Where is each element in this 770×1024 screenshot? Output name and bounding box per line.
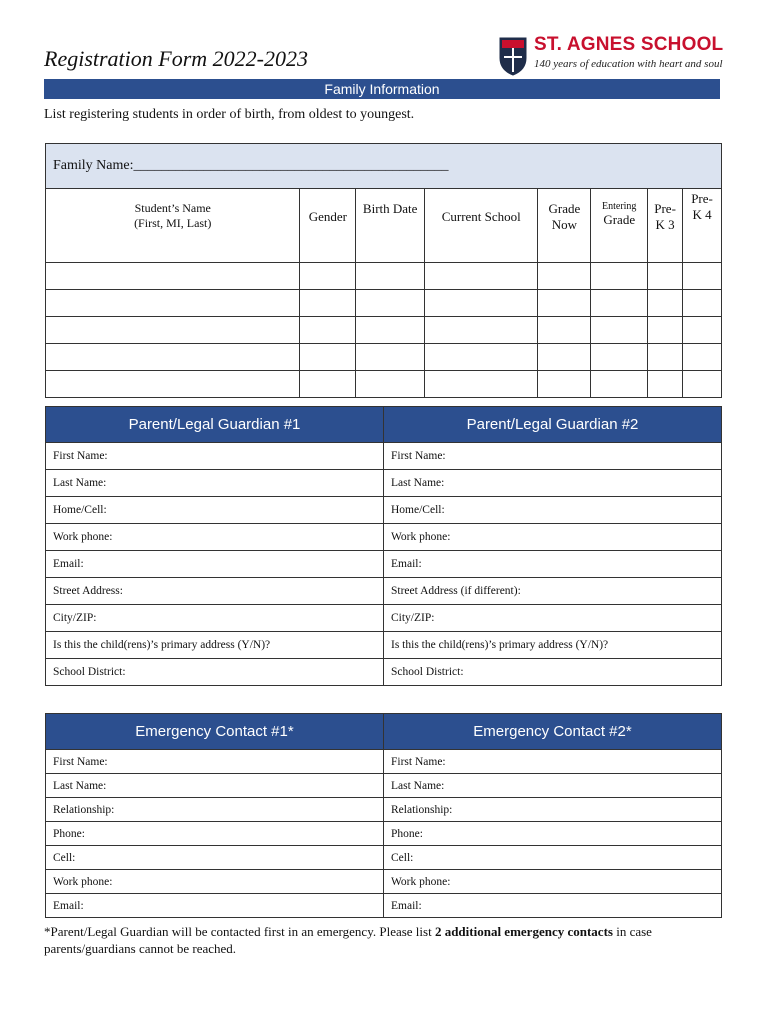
table-row <box>46 605 722 632</box>
footer-note: *Parent/Legal Guardian will be contacted first in an emergency. Please list 2 additional emergency contacts in case parents/guardians cannot be reached. <box>44 924 652 956</box>
e1-first-name[interactable]: First Name: <box>46 750 384 774</box>
table-row <box>46 443 722 470</box>
e2-phone[interactable]: Phone: <box>384 822 722 846</box>
g1-street[interactable]: Street Address: <box>46 578 384 605</box>
table-row <box>46 822 722 846</box>
e1-relationship[interactable]: Relationship: <box>46 798 384 822</box>
g2-city-zip[interactable]: City/ZIP: <box>384 605 722 632</box>
table-row <box>46 798 722 822</box>
g1-home-cell[interactable]: Home/Cell: <box>46 497 384 524</box>
e1-last-name[interactable]: Last Name: <box>46 774 384 798</box>
col-entering-grade: Entering Grade <box>591 189 648 263</box>
table-row <box>46 470 722 497</box>
table-row <box>46 659 722 686</box>
g2-school-district[interactable]: School District: <box>384 659 722 686</box>
g1-primary-address[interactable]: Is this the child(rens)’s primary address (Y/N)? <box>46 632 384 659</box>
col-grade-now: Grade Now <box>538 189 591 263</box>
e1-cell[interactable]: Cell: <box>46 846 384 870</box>
emergency-2-header: Emergency Contact #2* <box>384 714 722 750</box>
g2-home-cell[interactable]: Home/Cell: <box>384 497 722 524</box>
e1-phone[interactable]: Phone: <box>46 822 384 846</box>
table-row <box>46 870 722 894</box>
school-name: ST. AGNES SCHOOL <box>534 34 724 55</box>
family-table <box>45 143 722 398</box>
g1-first-name[interactable]: First Name: <box>46 443 384 470</box>
table-row <box>46 632 722 659</box>
guardian-1-header: Parent/Legal Guardian #1 <box>46 407 384 443</box>
table-row <box>46 846 722 870</box>
crest-icon <box>498 36 528 76</box>
e2-last-name[interactable]: Last Name: <box>384 774 722 798</box>
table-row <box>46 774 722 798</box>
intro-text: List registering students in order of birth, from oldest to youngest. <box>44 107 415 122</box>
g1-school-district[interactable]: School District: <box>46 659 384 686</box>
col-prek3: Pre- K 3 <box>648 189 683 263</box>
table-row <box>46 524 722 551</box>
g1-city-zip[interactable]: City/ZIP: <box>46 605 384 632</box>
e2-first-name[interactable]: First Name: <box>384 750 722 774</box>
emergency-table <box>45 713 722 918</box>
table-row <box>46 578 722 605</box>
guardian-2-header: Parent/Legal Guardian #2 <box>384 407 722 443</box>
e2-relationship[interactable]: Relationship: <box>384 798 722 822</box>
table-row[interactable] <box>46 290 722 317</box>
e1-email[interactable]: Email: <box>46 894 384 918</box>
page-title: Registration Form 2022-2023 <box>44 46 308 71</box>
g2-primary-address[interactable]: Is this the child(rens)’s primary address (Y/N)? <box>384 632 722 659</box>
g2-first-name[interactable]: First Name: <box>384 443 722 470</box>
col-student-name: Student’s Name (First, MI, Last) <box>46 189 300 263</box>
table-row <box>46 894 722 918</box>
col-gender: Gender <box>300 189 356 263</box>
table-row <box>46 497 722 524</box>
table-row[interactable] <box>46 263 722 290</box>
table-row[interactable] <box>46 344 722 371</box>
emergency-1-header: Emergency Contact #1* <box>46 714 384 750</box>
e1-work-phone[interactable]: Work phone: <box>46 870 384 894</box>
col-prek4: Pre- K 4 <box>683 189 722 263</box>
guardians-table <box>45 406 722 686</box>
table-row[interactable] <box>46 317 722 344</box>
g2-last-name[interactable]: Last Name: <box>384 470 722 497</box>
col-current-school: Current School <box>425 189 538 263</box>
table-row <box>46 750 722 774</box>
g2-work-phone[interactable]: Work phone: <box>384 524 722 551</box>
table-row <box>46 551 722 578</box>
col-birth-date: Birth Date <box>356 189 425 263</box>
g1-last-name[interactable]: Last Name: <box>46 470 384 497</box>
g2-email[interactable]: Email: <box>384 551 722 578</box>
family-information-bar: Family Information <box>44 79 720 99</box>
school-tagline: 140 years of education with heart and soul <box>534 58 723 70</box>
school-logo <box>498 34 728 78</box>
table-row[interactable] <box>46 371 722 398</box>
g2-street[interactable]: Street Address (if different): <box>384 578 722 605</box>
g1-email[interactable]: Email: <box>46 551 384 578</box>
e2-email[interactable]: Email: <box>384 894 722 918</box>
column-headers <box>46 189 722 263</box>
family-name-field[interactable]: Family Name:_____________________________________________ <box>46 144 722 189</box>
g1-work-phone[interactable]: Work phone: <box>46 524 384 551</box>
e2-work-phone[interactable]: Work phone: <box>384 870 722 894</box>
e2-cell[interactable]: Cell: <box>384 846 722 870</box>
